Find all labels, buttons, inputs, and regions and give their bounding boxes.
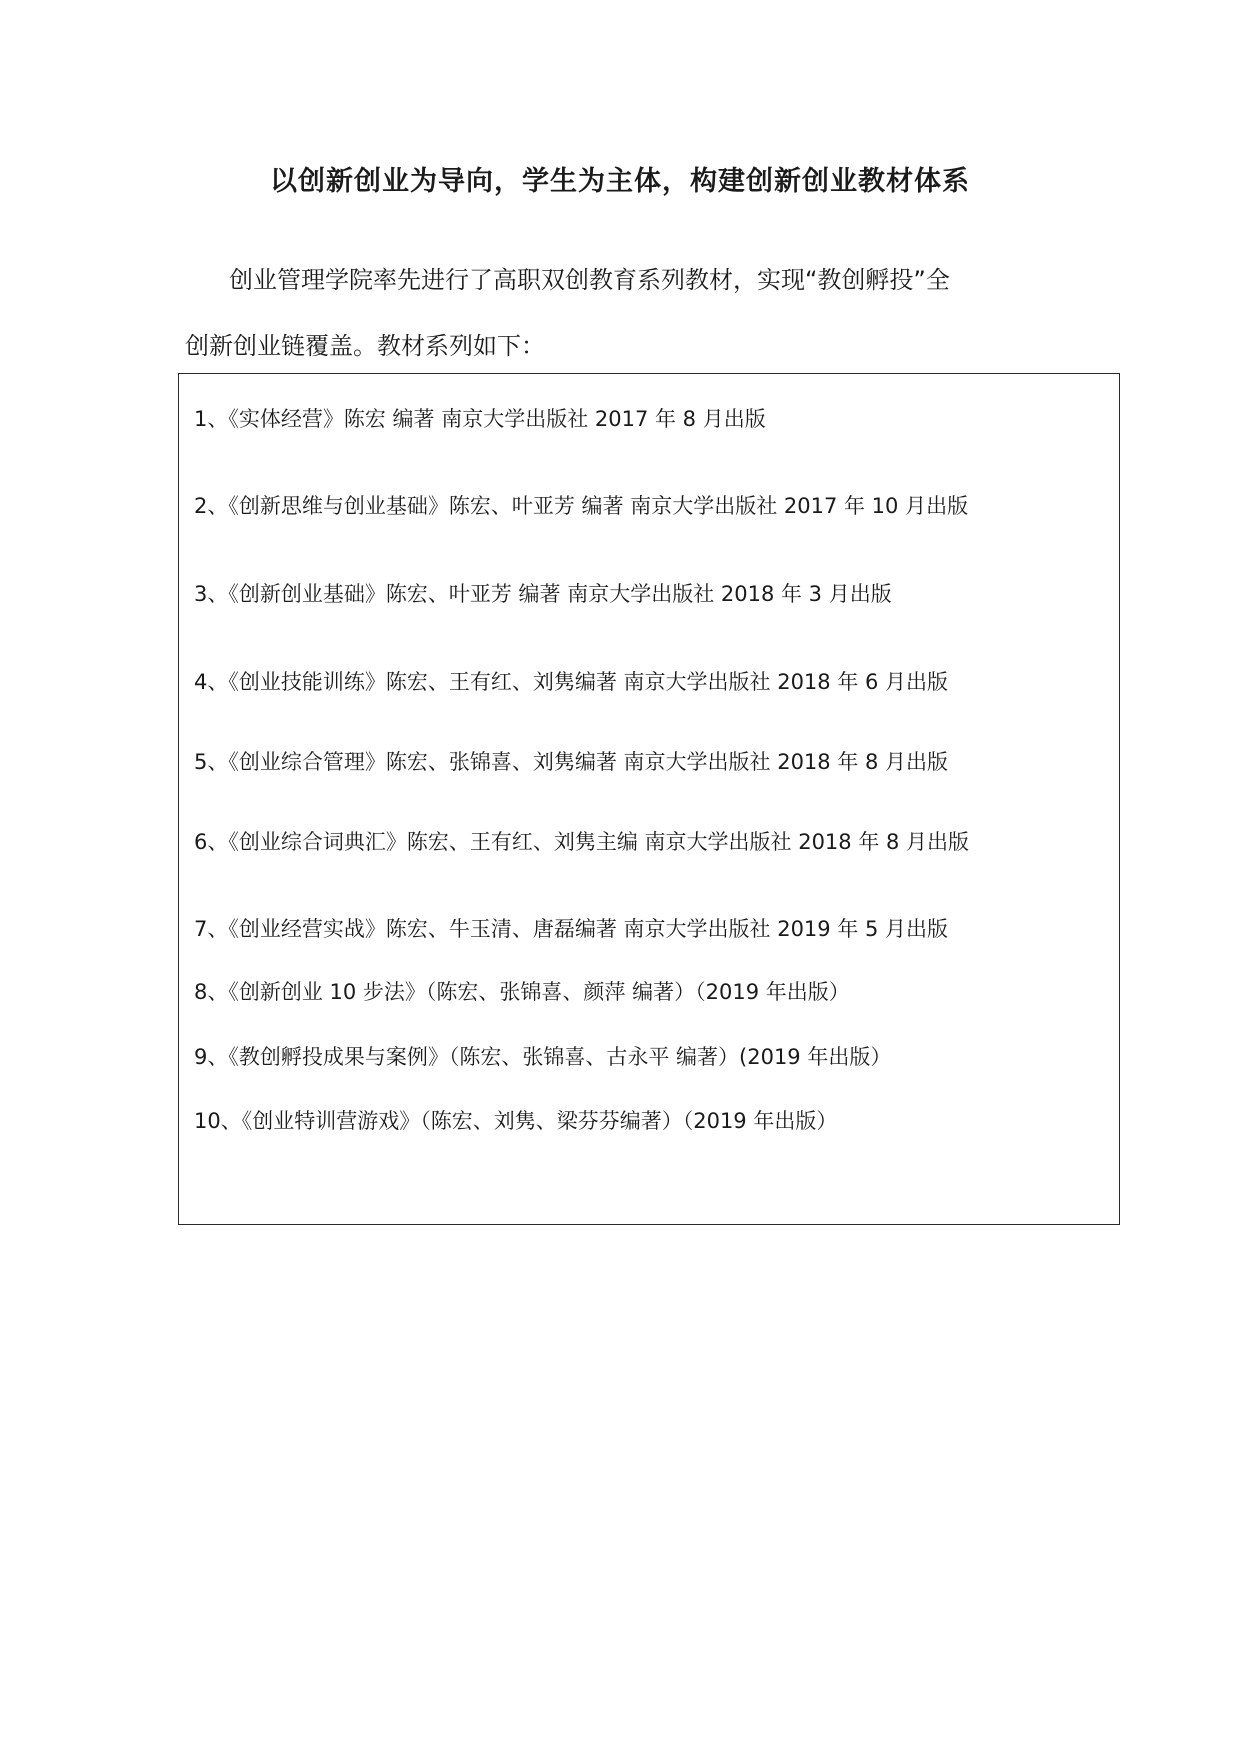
book-item-7: 7、《创业经营实战》陈宏、牛玉清、唐磊编著 南京大学出版社 2019 年 5 月出版 — [194, 917, 949, 941]
intro-line-2: 创新创业链覆盖。教材系列如下： — [185, 332, 545, 360]
book-item-3: 3、《创新创业基础》陈宏、叶亚芳 编著 南京大学出版社 2018 年 3 月出版 — [194, 582, 892, 606]
book-list-box — [178, 373, 1120, 1225]
book-item-5: 5、《创业综合管理》陈宏、张锦喜、刘隽编著 南京大学出版社 2018 年 8 月出版 — [194, 750, 949, 774]
book-item-1: 1、《实体经营》陈宏 编著 南京大学出版社 2017 年 8 月出版 — [194, 407, 766, 431]
book-item-8: 8、《创新创业 10 步法》（陈宏、张锦喜、颜萍 编著）（2019 年出版） — [194, 980, 850, 1004]
book-item-6: 6、《创业综合词典汇》陈宏、王有红、刘隽主编 南京大学出版社 2018 年 8 月出版 — [194, 830, 970, 854]
book-item-4: 4、《创业技能训练》陈宏、王有红、刘隽编著 南京大学出版社 2018 年 6 月出版 — [194, 670, 949, 694]
intro-line-1: 创业管理学院率先进行了高职双创教育系列教材，实现“教创孵投”全 — [229, 266, 950, 294]
book-item-2: 2、《创新思维与创业基础》陈宏、叶亚芳 编著 南京大学出版社 2017 年 10 月出版 — [194, 494, 969, 518]
page-title: 以创新创业为导向，学生为主体，构建创新创业教材体系 — [270, 166, 970, 197]
book-item-9: 9、《教创孵投成果与案例》（陈宏、张锦喜、古永平 编著）(2019 年出版） — [194, 1045, 892, 1069]
book-item-10: 10、《创业特训营游戏》（陈宏、刘隽、梁芬芬编著）（2019 年出版） — [194, 1109, 838, 1133]
